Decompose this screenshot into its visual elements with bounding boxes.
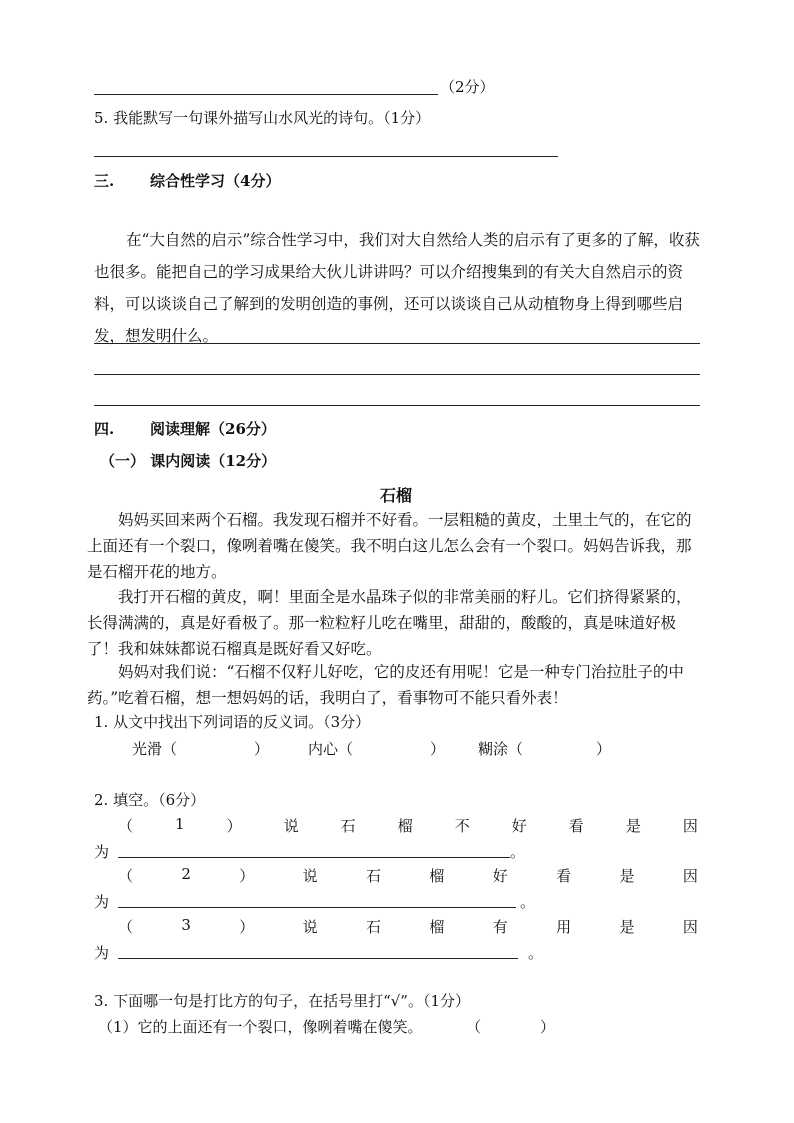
fill-2-end: 。: [520, 893, 536, 911]
fill-3-end: 。: [528, 944, 544, 962]
fill-line-3[interactable]: [118, 958, 518, 959]
answer-line-s3-3[interactable]: [94, 405, 700, 406]
question-3-option-1: （1）它的上面还有一个裂口，像咧着嘴在傻笑。: [98, 1018, 423, 1036]
answer-line-s3-1[interactable]: [94, 343, 700, 344]
fill-2-char: ）: [239, 867, 255, 885]
fill-1-char: ）: [226, 817, 242, 835]
answer-paren-open[interactable]: （: [466, 1018, 482, 1036]
fill-1-char: 好: [511, 817, 527, 835]
fill-1-wei: 为: [94, 843, 110, 861]
answer-line-s3-2[interactable]: [94, 374, 700, 375]
fill-3-char: 因: [682, 918, 698, 936]
score-label: （2分）: [440, 78, 495, 96]
fill-2-char: （: [118, 867, 134, 885]
fill-3-char: （: [118, 918, 134, 936]
answer-line-q5[interactable]: [94, 156, 558, 157]
question-5: 5. 我能默写一句课外描写山水风光的诗句。（1分）: [94, 109, 431, 127]
fill-1-end: 。: [510, 843, 526, 861]
fill-3-char: 榴: [429, 918, 445, 936]
fill-line-1[interactable]: [118, 857, 510, 858]
fill-1-char: 石: [340, 817, 356, 835]
fill-2-char: 因: [682, 867, 698, 885]
answer-paren-close[interactable]: ）: [540, 1018, 556, 1036]
antonym-word-1: 光滑（: [132, 740, 178, 758]
fill-3-char: 是: [619, 918, 635, 936]
fill-2-char: 好: [492, 867, 508, 885]
fill-3-wei: 为: [94, 944, 110, 962]
section-4-number: 四.: [94, 420, 115, 438]
antonym-close-2[interactable]: ）: [430, 740, 446, 758]
fill-1-char: 不: [454, 817, 470, 835]
fill-1-char: 1: [175, 815, 185, 833]
antonym-word-2: 内心（: [308, 740, 354, 758]
section-4-subtitle: （一） 课内阅读（12分）: [100, 452, 277, 470]
fill-3-char: 有: [492, 918, 508, 936]
section-4-title: 阅读理解（26分）: [150, 420, 276, 438]
fill-3-char: 3: [181, 916, 191, 934]
question-3: 3. 下面哪一句是打比方的句子，在括号里打“√”。（1分）: [94, 992, 471, 1010]
fill-1-char: 是: [625, 817, 641, 835]
antonym-close-3[interactable]: ）: [596, 740, 612, 758]
section-3-title: 综合性学习（4分）: [150, 172, 281, 190]
fill-2-wei: 为: [94, 893, 110, 911]
answer-line-top[interactable]: [94, 94, 438, 95]
fill-3-char: ）: [239, 918, 255, 936]
fill-2-char: 榴: [429, 867, 445, 885]
fill-2-char: 说: [302, 867, 318, 885]
fill-row-2: [118, 865, 698, 886]
fill-3-char: 用: [556, 918, 572, 936]
fill-2-char: 看: [556, 867, 572, 885]
fill-2-char: 石: [366, 867, 382, 885]
section-3-number: 三.: [94, 172, 115, 190]
question-2: 2. 填空。（6分）: [94, 791, 206, 809]
fill-2-char: 2: [181, 865, 191, 883]
section-3-paragraph: 在“大自然的启示”综合性学习中，我们对大自然给人类的启示有了更多的了解，收获也很多。能把自己的学习成果给大伙儿讲讲吗？可以介绍搜集到的有关大自然启示的资料，可以谈谈自己了解到的发明创造的事例，还可以谈谈自己从动植物身上得到哪些启发，想发明什么。: [94, 231, 700, 345]
story-title: 石榴: [380, 486, 413, 505]
fill-1-char: 看: [568, 817, 584, 835]
fill-1-char: （: [118, 817, 134, 835]
fill-1-char: 榴: [397, 817, 413, 835]
antonym-word-3: 糊涂（: [478, 740, 524, 758]
story-paragraph-2: 我打开石榴的黄皮，啊！里面全是水晶珠子似的非常美丽的籽儿。它们挤得紧紧的，长得满满的，真是好看极了。那一粒粒籽儿吃在嘴里，甜甜的，酸酸的，真是味道好极了！我和妹妹都说石榴真是既好看又好吃。: [87, 588, 692, 658]
fill-row-1: [118, 815, 698, 836]
story-paragraph-1: 妈妈买回来两个石榴。我发现石榴并不好看。一层粗糙的黄皮，土里土气的，在它的上面还有一个裂口，像咧着嘴在傻笑。我不明白这儿怎么会有一个裂口。妈妈告诉我，那是石榴开花的地方。: [87, 511, 692, 581]
fill-line-2[interactable]: [118, 907, 516, 908]
story-paragraph-3: 妈妈对我们说：“石榴不仅籽儿好吃，它的皮还有用呢！它是一种专门治拉肚子的中药。”吃着石榴，想一想妈妈的话，我明白了，看事物可不能只看外表！: [87, 663, 684, 707]
fill-3-char: 石: [366, 918, 382, 936]
fill-3-char: 说: [302, 918, 318, 936]
fill-1-char: 因: [682, 817, 698, 835]
fill-1-char: 说: [283, 817, 299, 835]
fill-2-char: 是: [619, 867, 635, 885]
fill-row-3: [118, 916, 698, 937]
antonym-close-1[interactable]: ）: [254, 740, 270, 758]
question-1: 1. 从文中找出下列词语的反义词。（3分）: [94, 713, 371, 731]
